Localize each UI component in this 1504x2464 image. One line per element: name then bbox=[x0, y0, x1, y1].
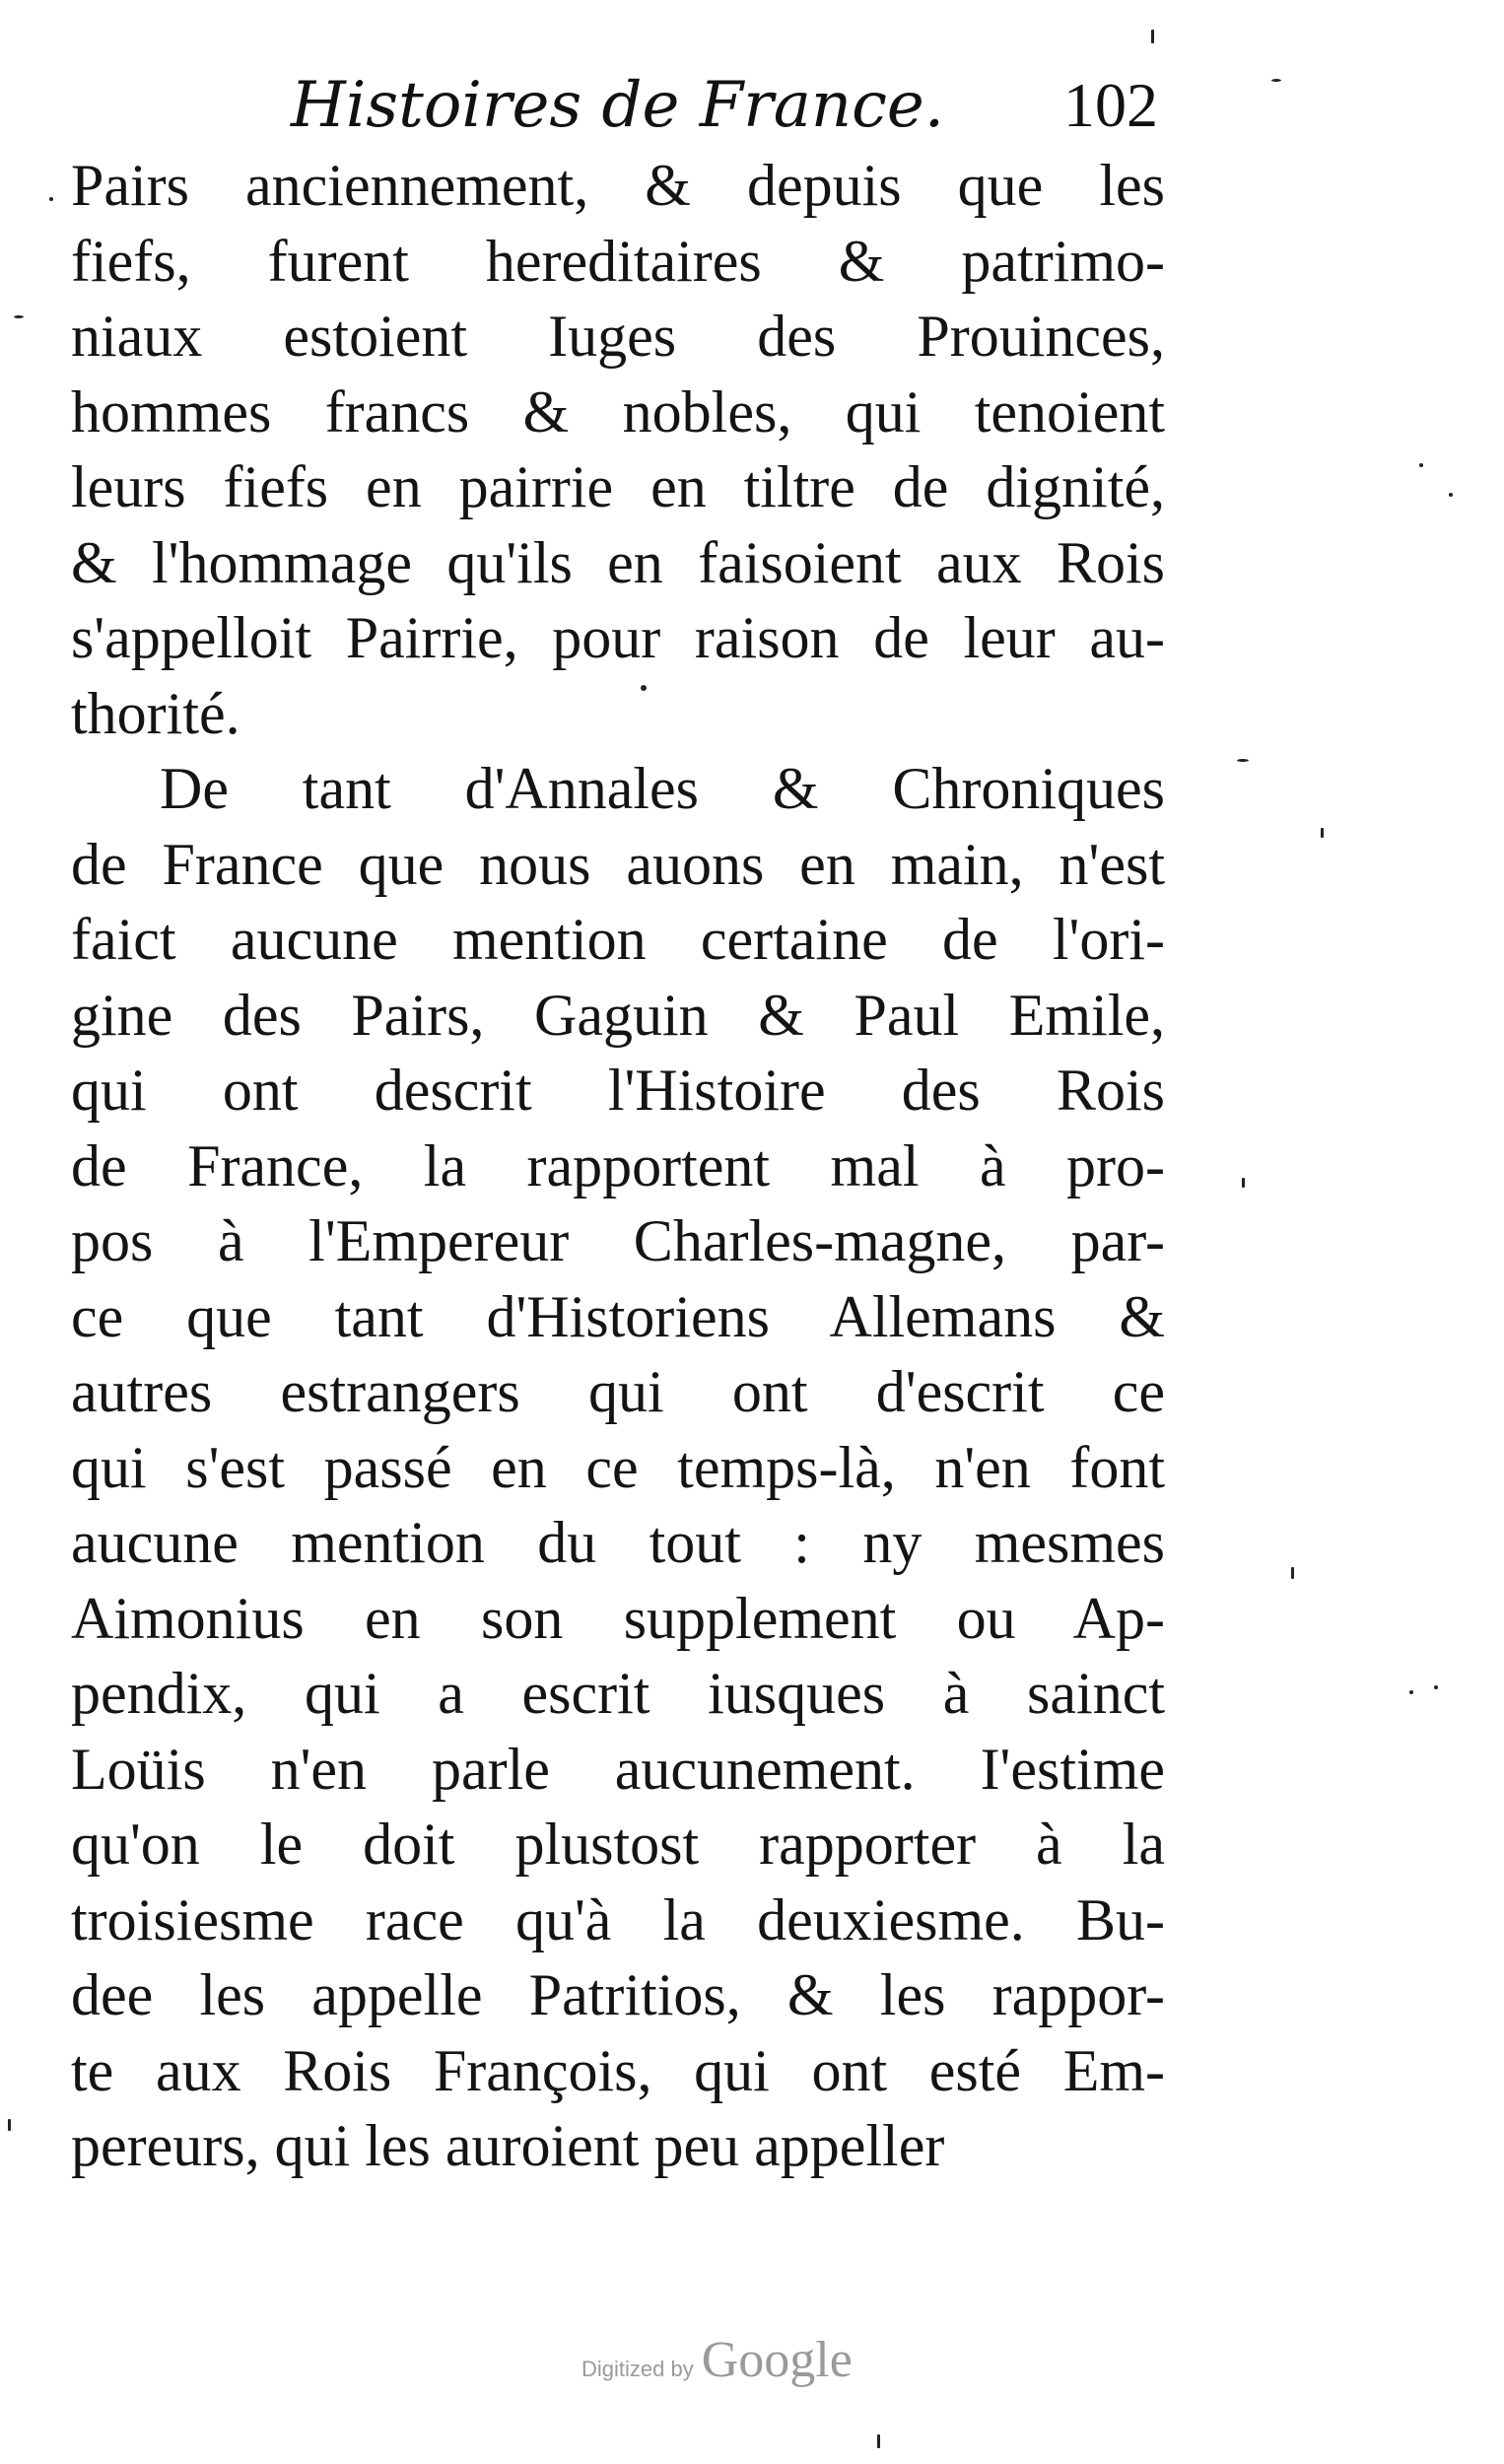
text-line: qu'on le doit plustost rapporter à la bbox=[71, 1812, 1165, 1877]
page-number: 102 bbox=[1063, 70, 1158, 140]
text-line: aucune mention du tout : ny mesmes bbox=[71, 1510, 1165, 1575]
text-line: de France, la rapportent mal à pro- bbox=[71, 1132, 1165, 1198]
text-line: dee les appelle Patritios, & les rappor- bbox=[71, 1962, 1165, 2027]
scan-speck bbox=[641, 685, 647, 691]
scan-speck bbox=[14, 315, 24, 318]
text-line: Loüis n'en parle aucunement. I'estime bbox=[71, 1736, 1165, 1802]
scan-speck bbox=[1291, 1567, 1294, 1579]
text-line: faict aucune mention certaine de l'ori- bbox=[71, 907, 1165, 972]
watermark-prefix: Digitized by bbox=[581, 2357, 694, 2381]
text-line: fiefs, furent hereditaires & patrimo- bbox=[71, 228, 1165, 294]
scan-speck bbox=[1419, 463, 1423, 467]
text-line: & l'hommage qu'ils en faisoient aux Rois bbox=[71, 529, 1165, 595]
text-line: leurs fiefs en pairrie en tiltre de dignité, bbox=[71, 454, 1165, 519]
text-line: De tant d'Annales & Chroniques bbox=[160, 756, 1165, 821]
scan-speck bbox=[877, 2434, 880, 2448]
scan-speck bbox=[1151, 30, 1154, 43]
page-header bbox=[291, 61, 1158, 150]
text-line: niaux estoient Iuges des Prouinces, bbox=[71, 304, 1165, 369]
text-line: thorité. bbox=[71, 680, 240, 746]
scan-speck bbox=[1321, 828, 1324, 838]
digitized-watermark bbox=[581, 2331, 853, 2390]
scan-speck bbox=[1237, 759, 1249, 762]
text-line: pendix, qui a escrit iusques à sainct bbox=[71, 1661, 1165, 1726]
scan-speck bbox=[1449, 493, 1453, 497]
text-line: s'appelloit Pairrie, pour raison de leur au- bbox=[71, 605, 1165, 670]
text-line: autres estrangers qui ont d'escrit ce bbox=[71, 1359, 1165, 1424]
text-line: de France que nous auons en main, n'est bbox=[71, 831, 1165, 897]
text-line: Pairs anciennement, & depuis que les bbox=[71, 153, 1165, 218]
scan-speck bbox=[1434, 1685, 1438, 1689]
text-line: troisiesme race qu'à la deuxiesme. Bu- bbox=[71, 1886, 1165, 1952]
scan-speck bbox=[49, 197, 53, 201]
watermark-brand: Google bbox=[701, 2332, 853, 2388]
text-line: qui ont descrit l'Histoire des Rois bbox=[71, 1058, 1165, 1123]
text-line: gine des Pairs, Gaguin & Paul Emile, bbox=[71, 982, 1165, 1048]
text-line: pos à l'Empereur Charles-magne, par- bbox=[71, 1208, 1165, 1273]
text-line: qui s'est passé en ce temps-là, n'en font bbox=[71, 1434, 1165, 1500]
text-line: te aux Rois François, qui ont esté Em- bbox=[71, 2037, 1165, 2103]
scan-speck bbox=[1271, 79, 1281, 82]
body-text bbox=[71, 148, 1165, 2184]
running-title: Histoires de France. bbox=[291, 69, 945, 142]
text-line: pereurs, qui les auroient peu appeller bbox=[71, 2113, 945, 2178]
text-line: ce que tant d'Historiens Allemans & bbox=[71, 1283, 1165, 1349]
text-line: Aimonius en son supplement ou Ap- bbox=[71, 1585, 1165, 1651]
scan-speck bbox=[1242, 1178, 1245, 1188]
scan-speck bbox=[1409, 1690, 1413, 1694]
scan-speck bbox=[8, 2119, 11, 2131]
text-line: hommes francs & nobles, qui tenoient bbox=[71, 378, 1165, 445]
